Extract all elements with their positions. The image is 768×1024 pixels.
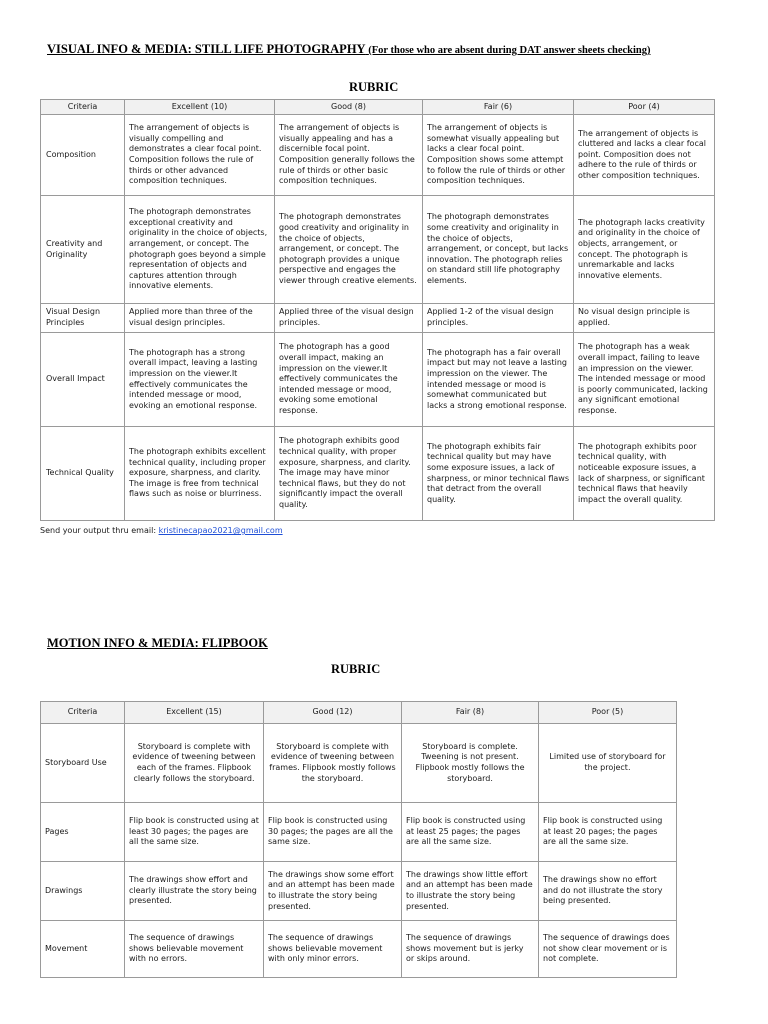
- table-cell: The drawings show no effort and do not illustrate the story being presented.: [539, 862, 677, 921]
- table-cell: Storyboard is complete with evidence of tweening between frames. Flipbook mostly follows the storyboard.: [264, 724, 402, 803]
- criteria-cell: Drawings: [41, 862, 125, 921]
- header-poor: Poor (5): [539, 702, 677, 724]
- table-cell: Limited use of storyboard for the project.: [539, 724, 677, 803]
- table-row: [41, 333, 715, 427]
- header-fair: Fair (8): [402, 702, 539, 724]
- criteria-cell: Technical Quality: [41, 427, 125, 521]
- criteria-cell: Visual Design Principles: [41, 304, 125, 333]
- header-good: Good (8): [275, 100, 423, 115]
- flipbook-section-title: MOTION INFO & MEDIA: FLIPBOOK: [47, 636, 268, 650]
- table-cell: Flip book is constructed using at least 20 pages; the pages are all the same size.: [539, 803, 677, 862]
- table-row: [41, 803, 677, 862]
- email-prefix: Send your output thru email:: [40, 526, 159, 535]
- table-cell: The sequence of drawings shows believable movement with only minor errors.: [264, 921, 402, 978]
- table-row: [41, 115, 715, 196]
- flipbook-rubric-label: RUBRIC: [331, 662, 381, 676]
- table-cell: The sequence of drawings shows movement but is jerky or skips around.: [402, 921, 539, 978]
- table-cell: Applied three of the visual design principles.: [275, 304, 423, 333]
- header-excellent: Excellent (10): [125, 100, 275, 115]
- table-cell: Applied 1-2 of the visual design principles.: [423, 304, 574, 333]
- table-row: [41, 921, 677, 978]
- table-cell: Applied more than three of the visual design principles.: [125, 304, 275, 333]
- criteria-cell: Overall Impact: [41, 333, 125, 427]
- email-link[interactable]: kristinecapao2021@gmail.com: [158, 526, 283, 535]
- table-cell: Storyboard is complete. Tweening is not present. Flipbook mostly follows the storyboard.: [402, 724, 539, 803]
- criteria-cell: Storyboard Use: [41, 724, 125, 803]
- header-fair: Fair (6): [423, 100, 574, 115]
- header-poor: Poor (4): [574, 100, 715, 115]
- table-cell: No visual design principle is applied.: [574, 304, 715, 333]
- table-cell: The photograph has a fair overall impact but may not leave a lasting impression on the viewer. The intended message or mood is somewhat communicated but lacks a strong emotional response.: [423, 333, 574, 427]
- criteria-cell: Movement: [41, 921, 125, 978]
- table-cell: The photograph exhibits good technical quality, with proper exposure, sharpness, and clarity. The image may have minor technical flaws, but they do not significantly impact the overall quality.: [275, 427, 423, 521]
- table-row: [41, 304, 715, 333]
- table-cell: The arrangement of objects is visually appealing and has a discernible focal point. Composition generally follows the rule of thirds or other basic composition techniques.: [275, 115, 423, 196]
- table-cell: The photograph has a weak overall impact, failing to leave an impression on the viewer. The intended message or mood is poorly communicated, lacking any significant emotional response.: [574, 333, 715, 427]
- header-criteria: Criteria: [41, 100, 125, 115]
- still-life-rubric-label: RUBRIC: [349, 80, 399, 94]
- still-life-title-main: VISUAL INFO & MEDIA: STILL LIFE PHOTOGRAPHY: [47, 42, 366, 56]
- table-cell: The photograph has a good overall impact, making an impression on the viewer.It effectively communicates the intended message or mood, evoking some emotional response.: [275, 333, 423, 427]
- table-cell: Flip book is constructed using at least 30 pages; the pages are all the same size.: [125, 803, 264, 862]
- table-cell: Storyboard is complete with evidence of tweening between each of the frames. Flipbook clearly follows the storyboard.: [125, 724, 264, 803]
- table-row: [41, 427, 715, 521]
- table-cell: The arrangement of objects is visually compelling and demonstrates a clear focal point. Composition follows the rule of thirds or other advanced composition techniques.: [125, 115, 275, 196]
- table-cell: The sequence of drawings shows believable movement with no errors.: [125, 921, 264, 978]
- criteria-cell: Composition: [41, 115, 125, 196]
- table-cell: Flip book is constructed using 30 pages; the pages are all the same size.: [264, 803, 402, 862]
- table-header-row: [41, 702, 677, 724]
- header-excellent: Excellent (15): [125, 702, 264, 724]
- table-cell: The arrangement of objects is cluttered and lacks a clear focal point. Composition does not adhere to the rule of thirds or other composition techniques.: [574, 115, 715, 196]
- table-header-row: [41, 100, 715, 115]
- still-life-section-title: [47, 43, 687, 57]
- flipbook-rubric-table: [40, 701, 677, 978]
- table-row: [41, 196, 715, 304]
- still-life-title-note: (For those who are absent during DAT answer sheets checking): [368, 45, 651, 56]
- table-cell: The photograph demonstrates good creativity and originality in the choice of objects, arrangement, or concept. The photograph provides a unique perspective and engages the viewer through creative elements.: [275, 196, 423, 304]
- still-life-rubric-table: [40, 99, 715, 521]
- table-cell: The photograph exhibits fair technical quality but may have some exposure issues, a lack of sharpness, or minor technical flaws that detract from the overall quality.: [423, 427, 574, 521]
- table-cell: The photograph demonstrates some creativity and originality in the choice of objects, arrangement, or concept, but lacks innovation. The photograph relies on standard still life photography elements.: [423, 196, 574, 304]
- table-row: [41, 724, 677, 803]
- table-cell: The photograph has a strong overall impact, leaving a lasting impression on the viewer.It effectively communicates the intended message or mood, evoking an emotional response.: [125, 333, 275, 427]
- criteria-cell: Pages: [41, 803, 125, 862]
- email-instruction: [40, 526, 283, 535]
- table-cell: The photograph exhibits poor technical quality, with noticeable exposure issues, a lack of sharpness, or significant technical flaws that heavily impact the overall quality.: [574, 427, 715, 521]
- table-cell: Flip book is constructed using at least 25 pages; the pages are all the same size.: [402, 803, 539, 862]
- table-row: [41, 862, 677, 921]
- criteria-cell: Creativity and Originality: [41, 196, 125, 304]
- table-cell: The photograph lacks creativity and originality in the choice of objects, arrangement, or concept. The photograph is unremarkable and lacks innovative elements.: [574, 196, 715, 304]
- header-good: Good (12): [264, 702, 402, 724]
- table-cell: The drawings show some effort and an attempt has been made to illustrate the story being presented.: [264, 862, 402, 921]
- table-cell: The photograph demonstrates exceptional creativity and originality in the choice of objects, arrangement, or concept. The photograph goes beyond a simple representation of objects and captures attention through innovative elements.: [125, 196, 275, 304]
- table-cell: The drawings show little effort and an attempt has been made to illustrate the story being presented.: [402, 862, 539, 921]
- table-cell: The drawings show effort and clearly illustrate the story being presented.: [125, 862, 264, 921]
- table-cell: The arrangement of objects is somewhat visually appealing but lacks a clear focal point. Composition shows some attempt to follow the rule of thirds or other composition techniques.: [423, 115, 574, 196]
- header-criteria: Criteria: [41, 702, 125, 724]
- table-cell: The sequence of drawings does not show clear movement or is not complete.: [539, 921, 677, 978]
- table-cell: The photograph exhibits excellent technical quality, including proper exposure, sharpness, and clarity. The image is free from technical flaws such as noise or blurriness.: [125, 427, 275, 521]
